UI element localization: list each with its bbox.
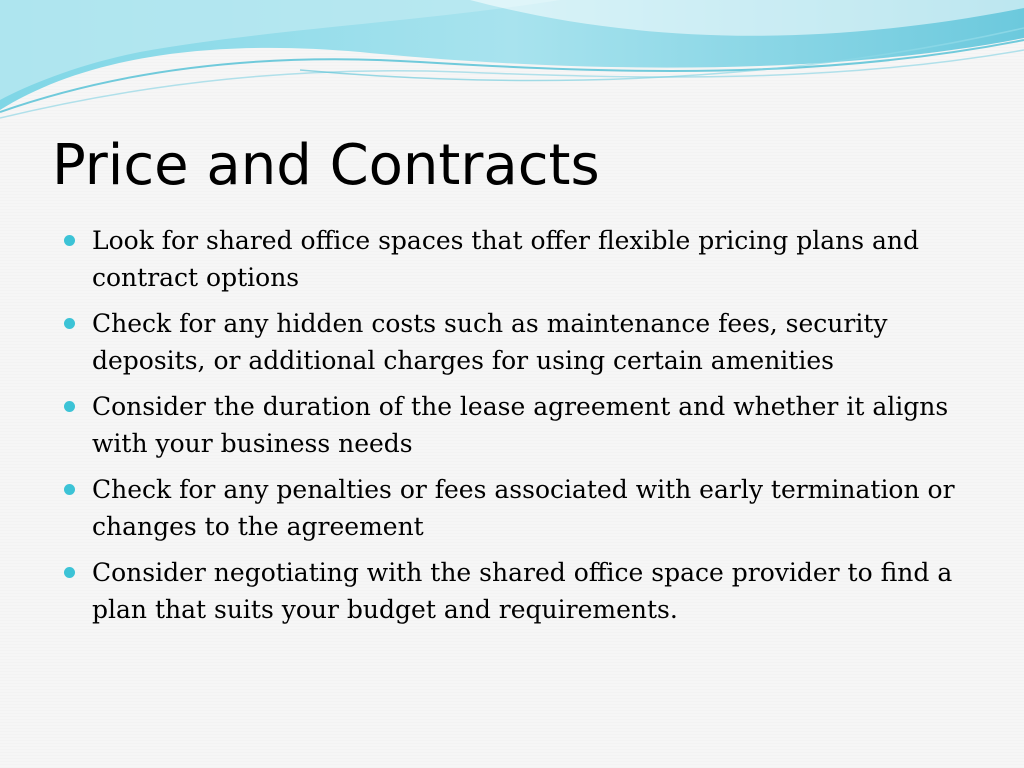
list-item [64,554,964,628]
bullet-dot-icon [64,567,75,578]
bullet-dot-icon [64,401,75,412]
header-wave-decoration [0,0,1024,130]
bullet-list [64,222,964,637]
bullet-dot-icon [64,484,75,495]
bullet-text: Check for any hidden costs such as maintenance fees, security deposits, or additional charges for using certain amenities [92,309,888,375]
bullet-text: Consider negotiating with the shared office space provider to find a plan that suits your budget and requirements. [92,558,953,624]
bullet-text: Consider the duration of the lease agreement and whether it aligns with your business needs [92,392,949,458]
bullet-dot-icon [64,318,75,329]
list-item [64,305,964,379]
slide-title: Price and Contracts [52,133,600,198]
list-item [64,388,964,462]
bullet-text: Look for shared office spaces that offer flexible pricing plans and contract options [92,226,920,292]
list-item [64,222,964,296]
bullet-dot-icon [64,235,75,246]
list-item [64,471,964,545]
bullet-text: Check for any penalties or fees associated with early termination or changes to the agreement [92,475,955,541]
